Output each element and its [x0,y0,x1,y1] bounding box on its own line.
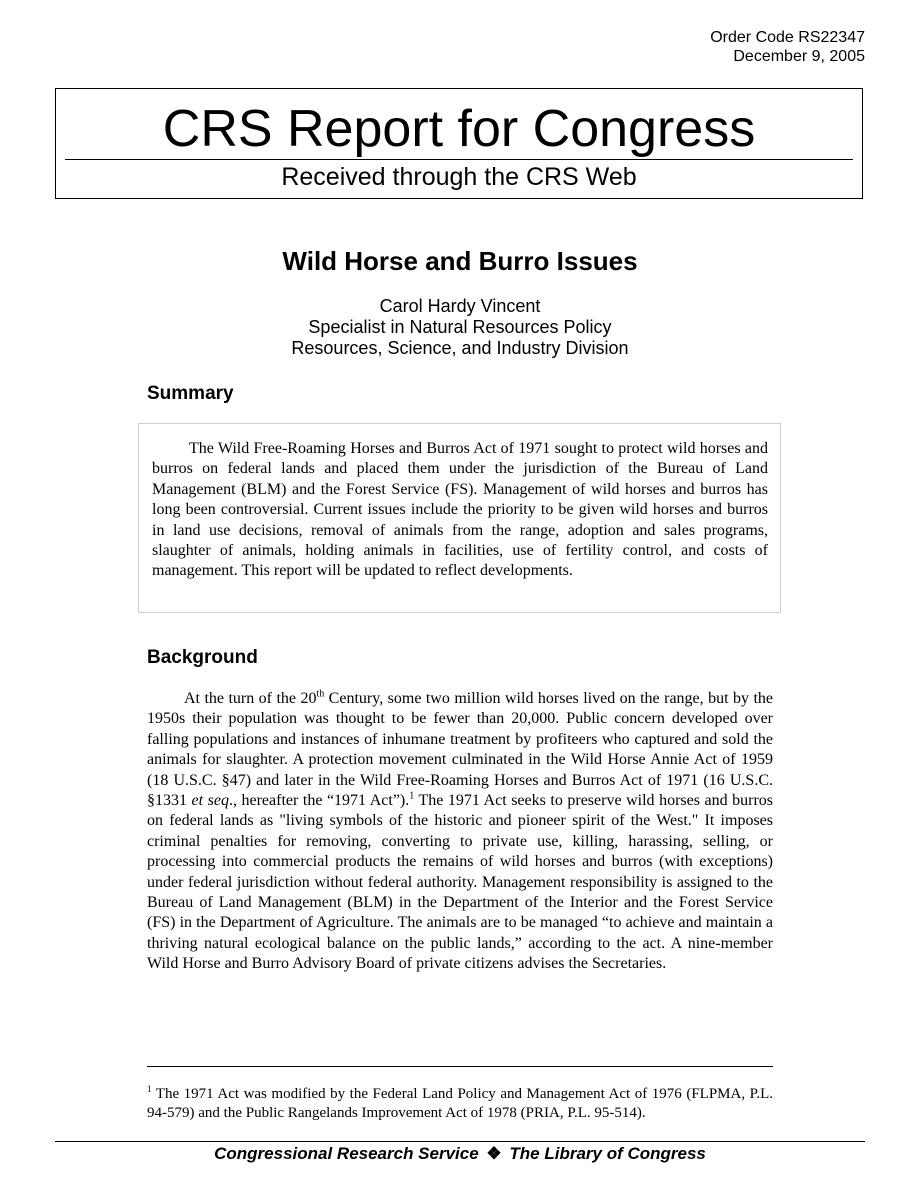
report-banner [55,88,863,199]
background-text-1: At the turn of the 20 [184,690,317,707]
background-italic: et seq [191,792,229,810]
footnote-divider [147,1066,773,1067]
summary-box [138,423,781,613]
background-text-3: ., hereafter the “1971 Act”). [228,792,410,810]
background-body [147,689,773,975]
banner-subtitle: Received through the CRS Web [281,163,637,191]
ordinal-suffix: th [316,688,325,700]
order-code-block [710,28,865,66]
footnote-text: The 1971 Act was modified by the Federal Land Policy and Management Act of 1976 (FLPMA, P.L. 94-579) and the Public Rangelands Improvement Act of 1978 (PRIA, P.L. 95-514). [147,1086,773,1121]
report-date: December 9, 2005 [733,48,865,65]
author-name: Carol Hardy Vincent [379,296,541,316]
footer-loc: The Library of Congress [509,1144,706,1163]
background-text-2: Century, some two million wild horses lived on the range, but by the 1950s their population was thought to be fewer than 20,000. Public concern developed over falling populations and instances of inhumane treatment by profiteers who captured and sold the animals for slaughter. A protection movement culminated in the Wild Horse Annie Act of 1959 (18 U.S.C. §47) and later in the Wild Free-Roaming Horses and Burros Act of 1971 (16 U.S.C. §1331 [147,690,773,810]
diamond-separator-icon: ❖ [486,1144,502,1163]
background-heading: Background [147,647,258,668]
author-division: Resources, Science, and Industry Division [291,338,629,358]
order-code: Order Code RS22347 [710,29,865,46]
background-paragraph [147,689,773,975]
summary-heading: Summary [147,383,234,404]
author-position: Specialist in Natural Resources Policy [308,317,612,337]
banner-divider [65,159,853,160]
footer-divider [55,1141,865,1142]
background-text-4: The 1971 Act seeks to preserve wild horses and burros on federal lands as "living symbols of the historic and pioneer spirit of the West." It imposes criminal penalties for removing, converting to private use, killing, harassing, selling, or processing into commercial products the remains of wild horses and burros (with exceptions) under federal jurisdiction without federal authority. Management responsibility is assigned to the Bureau of Land Management (BLM) in the Department of the Interior and the Forest Service (FS) in the Department of Agriculture. The animals are to be managed “to achieve and maintain a thriving natural ecological balance on the public lands,” according to the act. A nine-member Wild Horse and Burro Advisory Board of private citizens advises the Secretaries. [147,792,774,973]
author-block [0,296,920,359]
document-title: Wild Horse and Burro Issues [282,246,638,276]
summary-text: The Wild Free-Roaming Horses and Burros Act of 1971 sought to protect wild horses and burros on federal lands and placed them under the jurisdiction of the Bureau of Land Management (BLM) and the Forest Service (FS). Management of wild horses and burros has long been controversial. Current issues include the priority to be given wild horses and burros in land use decisions, removal of animals from the range, adoption and sales programs, slaughter of animals, holding animals in facilities, use of fertility control, and costs of management. This report will be updated to reflect developments. [152,440,768,580]
footer-crs: Congressional Research Service [214,1144,479,1163]
footnote [147,1085,773,1123]
footnote-number: 1 [147,1084,152,1094]
footnote-reference[interactable]: 1 [409,790,415,802]
banner-title: CRS Report for Congress [162,100,756,158]
page-footer [0,1143,920,1165]
